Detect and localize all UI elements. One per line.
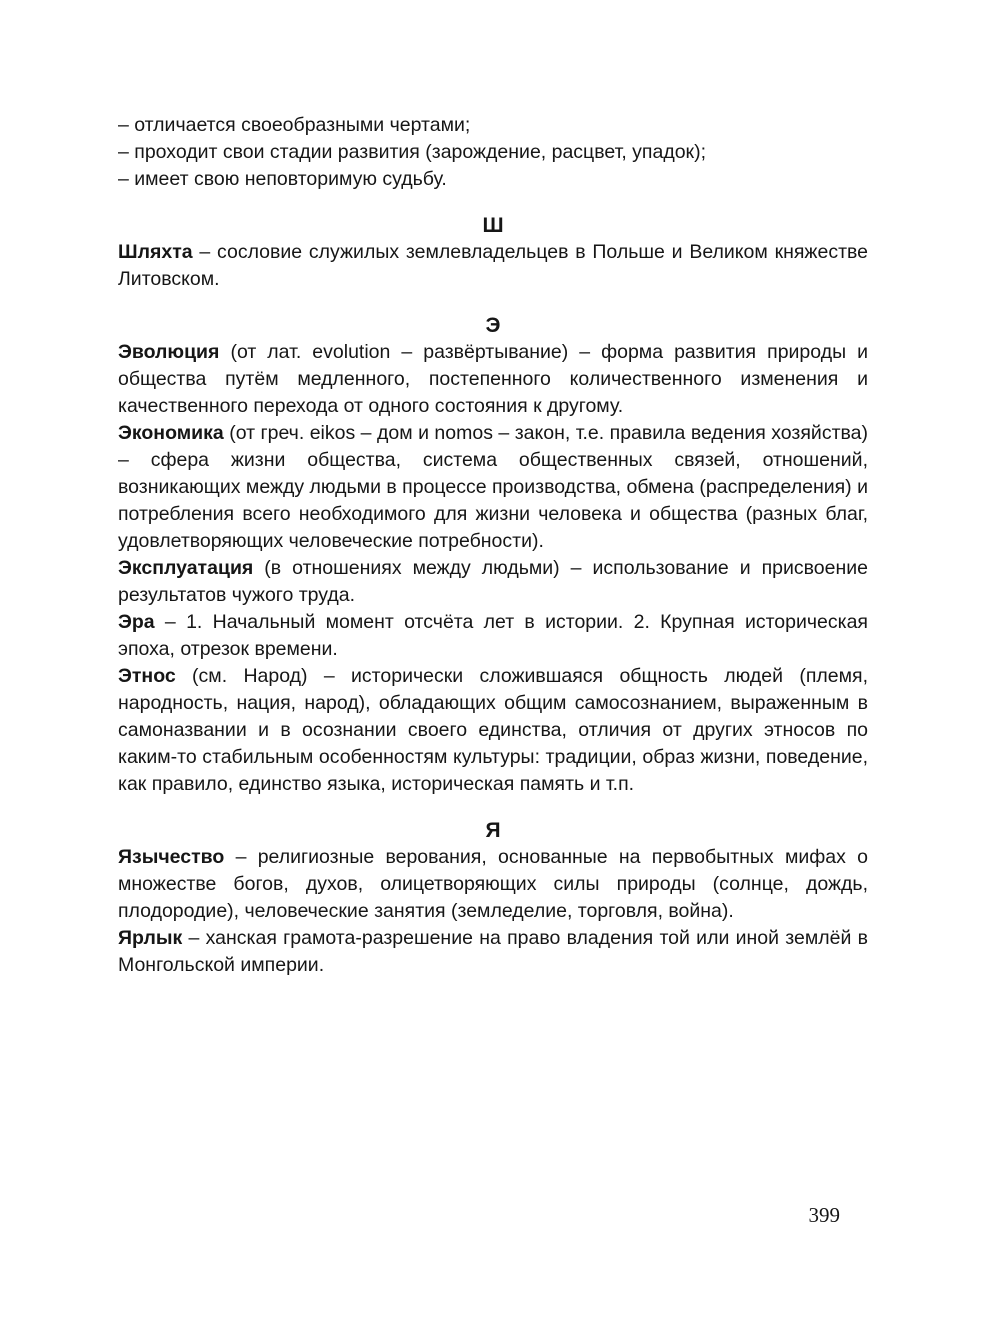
glossary-definition: – религиозные верования, основанные на первобытных мифах о множестве богов, духов, олицетворяющих силы природы (солнце, дождь, плодородие), человеческие занятия (земледелие, торговля, война). — [118, 846, 868, 922]
section-letter: Я — [485, 819, 501, 842]
section-letter: Э — [485, 314, 501, 337]
page-content — [118, 112, 868, 979]
glossary-entry — [118, 925, 868, 979]
glossary-definition: (от лат. evolution – развёртывание) – форма развития природы и общества путём медленного, постепенного количественного изменения и качественного перехода от одного состояния к другому. — [118, 341, 868, 417]
glossary-term: Ярлык — [118, 927, 183, 949]
glossary-definition: (от греч. eikos – дом и nomos – закон, т.е. правила ведения хозяйства) – сфера жизни общества, система общественных связей, отношений, возникающих между людьми в процессе производства, обмена (распределения) и потребления всего необходимого для жизни человека и общества (разных благ, удовлетворяющих человеческие потребности). — [118, 422, 868, 552]
glossary-definition: (в отношениях между людьми) – использование и присвоение результатов чужого труда. — [118, 557, 868, 606]
glossary-term: Эксплуатация — [118, 557, 254, 579]
glossary-term: Язычество — [118, 846, 225, 868]
glossary-definition: – 1. Начальный момент отсчёта лет в истории. 2. Крупная историческая эпоха, отрезок времени. — [118, 611, 868, 660]
glossary-entry — [118, 239, 868, 293]
bullet-line: – проходит свои стадии развития (зарождение, расцвет, упадок); — [118, 141, 706, 163]
glossary-entry — [118, 663, 868, 798]
glossary-entry — [118, 339, 868, 420]
glossary-term: Эра — [118, 611, 155, 633]
glossary-term: Этнос — [118, 665, 176, 687]
bullet-line: – отличается своеобразными чертами; — [118, 114, 471, 136]
glossary-definition: – ханская грамота-разрешение на право владения той или иной землёй в Монгольской империи. — [118, 927, 868, 976]
glossary-entry — [118, 555, 868, 609]
glossary-term: Эволюция — [118, 341, 220, 363]
page-number: 399 — [808, 1203, 840, 1227]
section-letter: Ш — [482, 214, 504, 237]
glossary-entry — [118, 844, 868, 925]
glossary-entry — [118, 609, 868, 663]
glossary-definition: – сословие служилых землевладельцев в Польше и Великом княжестве Литовском. — [118, 241, 868, 290]
glossary-term: Шляхта — [118, 241, 193, 263]
glossary-term: Экономика — [118, 422, 224, 444]
glossary-definition: (см. Народ) – исторически сложившаяся общность людей (племя, народность, нация, народ), обладающих общим самосознанием, выраженным в самоназвании и в осознании своего единства, отличия от других этносов по каким-то стабильным особенностям культуры: традиции, образ жизни, поведение, как правило, единство языка, историческая память и т.п. — [118, 665, 868, 795]
glossary-entry — [118, 420, 868, 555]
bullet-line: – имеет свою неповторимую судьбу. — [118, 168, 447, 190]
